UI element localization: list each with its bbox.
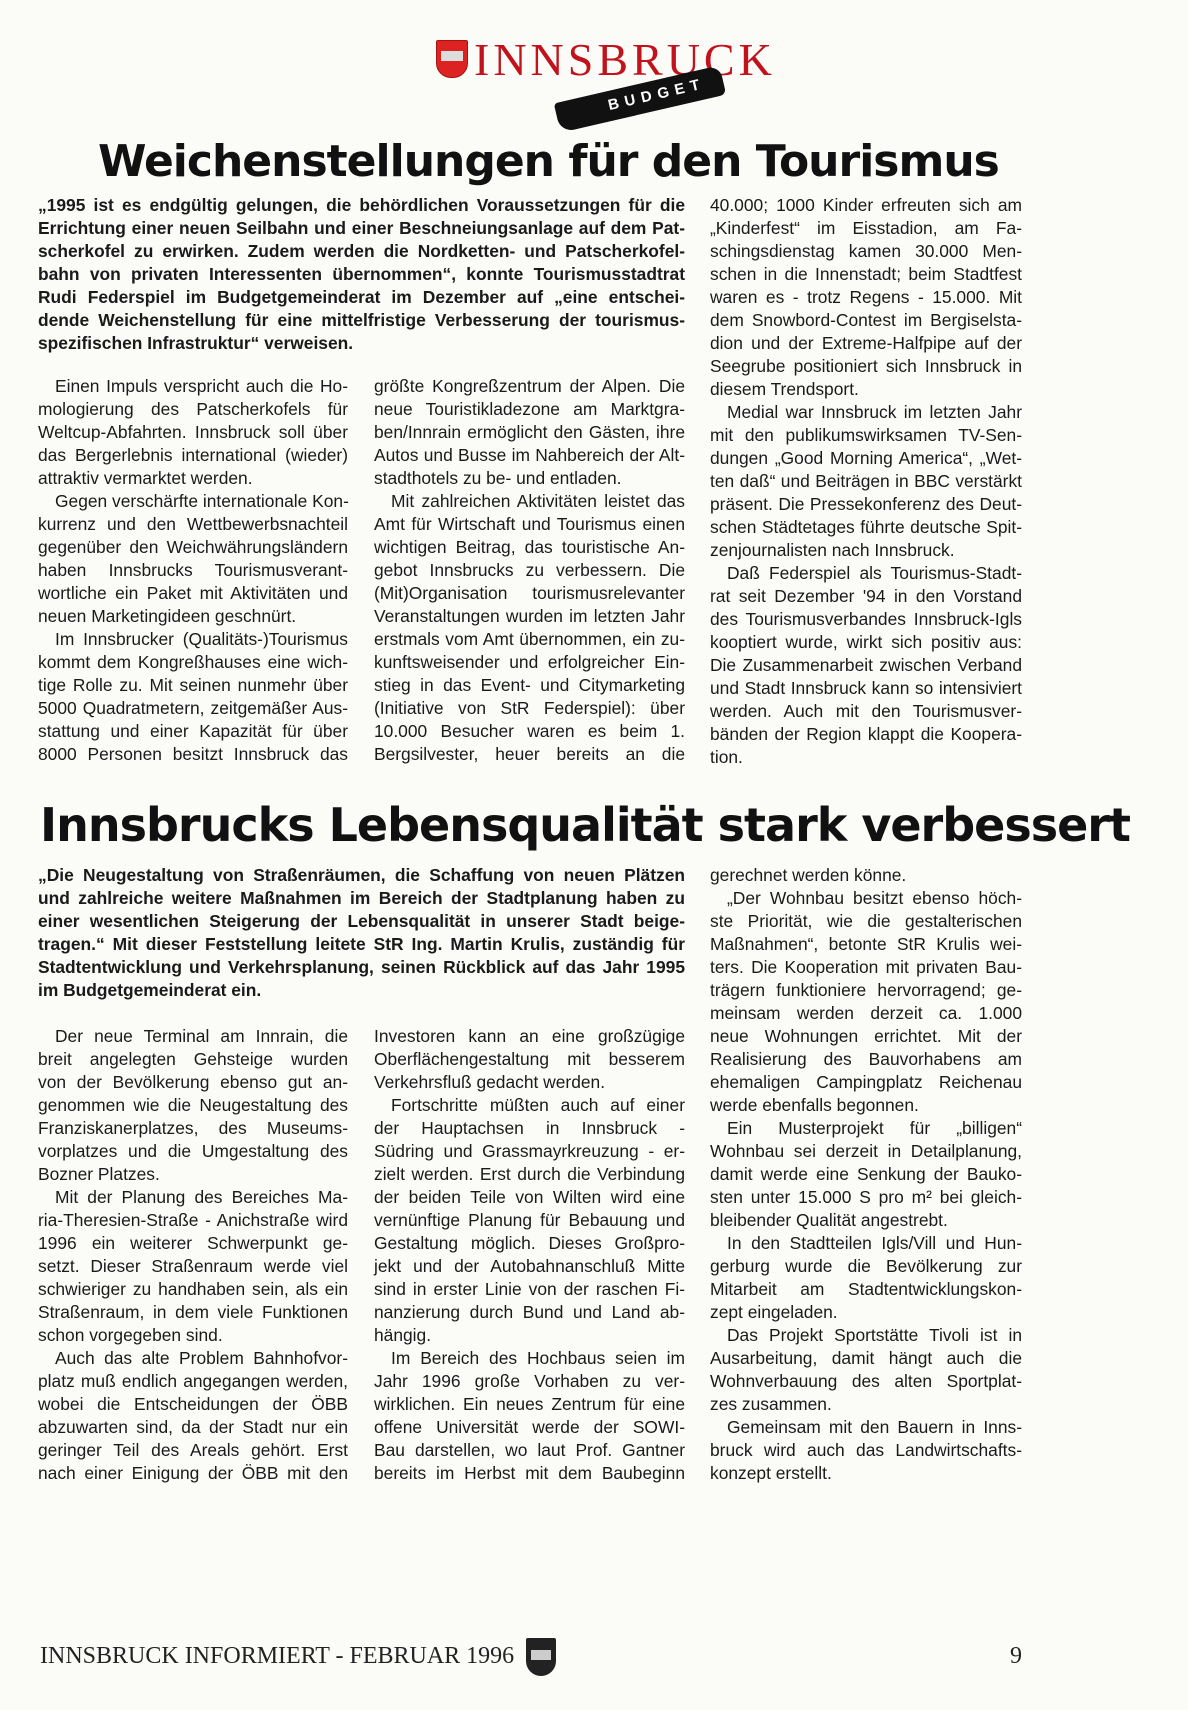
text-line: Der neue Terminal am Innrain, die [55,1026,348,1046]
text-line: Amt für Wirtschaft und Tourismus einen [374,514,685,534]
text-line: Mitarbeit am Stadtentwicklungskon- [710,1279,1022,1299]
text-line: (Initiative von StR Federspiel): über [374,698,685,718]
text-line: schen Städtetages führte deutsche Spit- [710,517,1022,537]
article1-column-2 [374,375,685,766]
text-line: Jahr 1996 große Vorhaben zu ver- [374,1371,685,1391]
text-line: gebot Innsbrucks zu verbessern. Die [374,560,685,580]
text-line: setzt. Dieser Straßenraum werde viel [38,1256,348,1276]
text-line: Rudi Federspiel im Budgetgemeinderat im Dezember auf „eine entschei- [38,287,685,307]
text-line: Fortschritte müßten auch auf einer [391,1095,685,1115]
text-line: stadthotels zu be- und entladen. [374,468,622,488]
text-line: stattung und einer Kapazität für über [38,721,348,741]
text-line: Bergsilvester, heuer bereits an die [374,744,685,764]
paragraph [710,887,1022,1117]
page-number: 9 [1010,1643,1022,1669]
text-line: mologierung des Patscherkofels für [38,399,348,419]
text-line: ste Priorität, wie die gestalterischen [710,911,1022,931]
text-line: schwieriger zu handhaben sein, als ein [38,1279,348,1299]
text-line: spezifischen Infrastruktur“ verweisen. [38,333,354,353]
text-line: Autos und Busse im Nahbereich der Alt- [374,445,685,465]
text-line: 8000 Personen besitzt Innsbruck das [38,744,348,764]
text-line: kooptiert wurde, wirkt sich positiv aus: [710,632,1022,652]
text-line: Die Zusammenarbeit zwischen Verband [710,655,1022,675]
text-line: werde ebenfalls begonnen. [710,1095,919,1115]
paragraph [710,1117,1022,1232]
text-line: der beiden Teile von Wilten wird eine [374,1187,685,1207]
footer-publication: INNSBRUCK INFORMIERT - FEBRUAR 1996 [40,1643,515,1669]
text-line: Ein Musterprojekt für „billigen“ [727,1118,1022,1138]
text-line: konzept erstellt. [710,1463,832,1483]
text-line: ehemaligen Campingplatz Reichenau [710,1072,1022,1092]
text-line: jekt und der Autobahnanschluß Mitte [374,1256,685,1276]
paragraph [374,1025,685,1094]
text-line: zielt werden. Erst durch die Verbindung [374,1164,685,1184]
text-line: neue Wohnungen errichtet. Mit der [710,1026,1022,1046]
text-line: Investoren kann an eine großzügige [374,1026,685,1046]
text-line: offene Universität werde der SOWI- [374,1417,685,1437]
masthead [430,34,776,115]
article1-headline: Weichenstellungen für den Tourismus [98,136,999,187]
masthead-title: INNSBRUCK [474,34,776,85]
text-line: sten unter 15.000 S pro m² bei gleich- [710,1187,1022,1207]
text-line: (Mit)Organisation tourismusrelevanter [374,583,685,603]
paragraph [710,401,1022,562]
text-line: 40.000; 1000 Kinder erfreuten sich am [710,195,1022,215]
text-line: „1995 ist es endgültig gelungen, die behördlichen Voraussetzungen für die [38,195,685,215]
text-line: wirklichen. Ein neues Zentrum für eine [374,1394,685,1414]
text-line: Medial war Innsbruck im letzten Jahr [727,402,1022,422]
text-line: schen in die Innenstadt; beim Stadtfest [710,264,1022,284]
paragraph [38,490,348,628]
text-line: zept eingeladen. [710,1302,838,1322]
text-line: diesem Trendsport. [710,379,859,399]
text-line: Seegrube positioniert sich Innsbruck in [710,356,1022,376]
text-line: Maßnahmen“, betonte StR Krulis wei- [710,934,1022,954]
article2-column-1 [38,1025,348,1485]
text-line: Bozner Platzes. [38,1164,160,1184]
paragraph [38,1186,348,1347]
paragraph [374,1094,685,1347]
text-line: Wohnverbauung des alten Sportplat- [710,1371,1022,1391]
text-line: zenjournalisten nach Innsbruck. [710,540,955,560]
paragraph [710,1232,1022,1324]
text-line: bereits im Herbst mit dem Baubeginn [374,1463,685,1483]
text-line: „Kinderfest“ im Eisstadion, am Fa- [710,218,1022,238]
text-line: ters. Die Kooperation mit privaten Bau- [710,957,1022,977]
text-line: schon vorgegeben sind. [38,1325,223,1345]
text-line: 1996 ein weiterer Schwerpunkt ge- [38,1233,348,1253]
article2-column-2 [374,1025,685,1485]
text-line: tige Rolle zu. Mit seinen nunmehr über [38,675,348,695]
text-line: Bau darstellen, wo laut Prof. Gantner [374,1440,685,1460]
text-line: von der Bevölkerung ebenso gut an- [38,1072,348,1092]
text-line: neuen Marketingideen geschnürt. [38,606,297,626]
text-line: genommen wie die Neugestaltung des [38,1095,348,1115]
text-line: Mit zahlreichen Aktivitäten leistet das [391,491,685,511]
paragraph [710,1416,1022,1485]
paragraph [38,1347,348,1485]
text-line: breit angelegten Gehsteige wurden [38,1049,348,1069]
text-line: Mit der Planung des Bereiches Ma- [55,1187,348,1207]
text-line: einer wesentlichen Steigerung der Lebensqualität in unserer Stadt beige- [38,911,685,931]
text-line: scherkofel zu erwirken. Zudem werden die Nordketten- und Patscherkofel- [38,241,685,261]
text-line: wichtigen Beitrag, das touristische An- [374,537,685,557]
text-line: Im Innsbrucker (Qualitäts-)Tourismus [55,629,348,649]
text-line: Verkehrsfluß gedacht werden. [374,1072,606,1092]
text-line: dende Weichenstellung für eine mittelfristige Verbesserung der tourismus- [38,310,685,330]
text-line: nach einer Einigung der ÖBB mit den [38,1463,348,1483]
article2-column-3 [710,864,1022,1485]
text-line: Gemeinsam mit den Bauern in Inns- [727,1417,1022,1437]
text-line: damit werde eine Senkung der Bauko- [710,1164,1022,1184]
text-line: „Der Wohnbau besitzt ebenso höch- [727,888,1022,908]
text-line: platz muß endlich angegangen werden, [38,1371,348,1391]
innsbruck-crest-icon [436,40,468,78]
article1-lead [38,194,685,355]
text-line: erstmals vom Amt übernommen, ein zu- [374,629,685,649]
text-line: kommt dem Kongreßhauses eine wich- [38,652,348,672]
text-line: abzuwarten sind, da der Stadt nur ein [38,1417,348,1437]
text-line: Ausarbeitung, damit hängt auch die [710,1348,1022,1368]
text-line: sind in erster Linie von der raschen Fi- [374,1279,685,1299]
budget-tag: BUDGET [554,65,726,132]
article1-column-1 [38,375,348,766]
text-line: Wohnbau sei derzeit in Detailplanung, [710,1141,1022,1161]
text-line: bahn von privaten Interessenten übernommen“, konnte Tourismusstadtrat [38,264,685,284]
text-line: In den Stadtteilen Igls/Vill und Hun- [727,1233,1022,1253]
text-line: gerechnet werden könne. [710,865,907,885]
text-line: mit den publikumswirksamen TV-Sen- [710,425,1022,445]
text-line: Veranstaltungen wurden im letzten Jahr [374,606,685,626]
paragraph [374,490,685,766]
paragraph [710,864,1022,887]
text-line: des Tourismusverbandes Innsbruck-Igls [710,609,1022,629]
text-line: meinsam werden derzeit ca. 1.000 [710,1003,1022,1023]
text-line: Südring und Grassmayrkreuzung - er- [374,1141,685,1161]
text-line: wobei die Entscheidungen der ÖBB [38,1394,348,1414]
text-line: Einen Impuls verspricht auch die Ho- [55,376,348,396]
text-line: schingsdienstag kamen 30.000 Men- [710,241,1022,261]
text-line: vernünftige Planung für Bebauung und [374,1210,685,1230]
text-line: Im Bereich des Hochbaus seien im [391,1348,685,1368]
text-line: rat seit Dezember '94 in den Vorstand [710,586,1022,606]
text-line: Daß Federspiel als Tourismus-Stadt- [727,563,1022,583]
text-line: Straßenraum, in dem viele Funktionen [38,1302,348,1322]
text-line: dion und der Extreme-Halfpipe auf der [710,333,1022,353]
text-line: hängig. [374,1325,432,1345]
text-line: bleibender Qualität angestrebt. [710,1210,948,1230]
text-line: bruck wird auch das Landwirtschafts- [710,1440,1022,1460]
text-line: 10.000 Besucher waren es beim 1. [374,721,685,741]
paragraph [38,628,348,766]
text-line: bänden der Region klappt die Koopera- [710,724,1022,744]
text-line: dem Snowbord-Contest im Bergiselsta- [710,310,1022,330]
text-line: geringer Teil des Areals gehört. Erst [38,1440,348,1460]
text-line: Auch das alte Problem Bahnhofvor- [55,1348,348,1368]
text-line: kunftsweisender und erfolgreicher Ein- [374,652,685,672]
text-line: nanzierung durch Bund und Land ab- [374,1302,685,1322]
text-line: gerburg wurde die Bevölkerung zur [710,1256,1022,1276]
text-line: wortliche ein Paket mit Aktivitäten und [38,583,348,603]
text-line: trägern funktioniere hervorragend; ge- [710,980,1022,1000]
text-line: zes zusammen. [710,1394,832,1414]
paragraph [710,562,1022,769]
paragraph [374,1347,685,1485]
text-line: kurrenz und den Wettbewerbsnachteil [38,514,348,534]
text-line: größte Kongreßzentrum der Alpen. Die [374,376,685,396]
text-line: Weltcup-Abfahrten. Innsbruck soll über [38,422,348,442]
text-line: stieg in das Event- und Citymarketing [374,675,685,695]
text-line: Stadtentwicklung und Verkehrsplanung, seinen Rückblick auf das Jahr 1995 [38,957,685,977]
paragraph [710,1324,1022,1416]
text-line: Realisierung des Bauvorhabens am [710,1049,1022,1069]
footer-crest-icon [526,1638,556,1676]
text-line: ten daß“ und Beiträgen in BBC verstärkt [710,471,1022,491]
article2-lead [38,864,685,1002]
text-line: und zahlreiche weitere Maßnahmen im Bereich der Stadtplanung haben zu [38,888,685,908]
article1-column-3 [710,194,1022,769]
text-line: das Bergerlebnis international (wieder) [38,445,348,465]
text-line: 5000 Quadratmetern, zeitgemäßer Aus- [38,698,348,718]
text-line: ben/Innrain ermöglicht den Gästen, ihre [374,422,685,442]
text-line: präsent. Die Pressekonferenz des Deut- [710,494,1022,514]
text-line: haben Innsbrucks Tourismusverant- [38,560,348,580]
text-line: gegenüber den Weichwährungsländern [38,537,348,557]
text-line: Oberflächengestaltung mit besserem [374,1049,685,1069]
text-line: ria-Theresien-Straße - Anichstraße wird [38,1210,348,1230]
text-line: tragen.“ Mit dieser Feststellung leitete StR Ing. Martin Krulis, zuständig für [38,934,685,954]
article2-headline: Innsbrucks Lebensqualität stark verbessert [40,798,1130,852]
text-line: der Hauptachsen in Innsbruck - [374,1118,685,1138]
text-line: und Stadt Innsbruck kann so intensiviert [710,678,1022,698]
text-line: waren es - trotz Regens - 15.000. Mit [710,287,1022,307]
text-line: neue Touristikladezone am Marktgra- [374,399,685,419]
text-line: im Budgetgemeinderat ein. [38,980,262,1000]
text-line: Das Projekt Sportstätte Tivoli ist in [727,1325,1022,1345]
paragraph [38,375,348,490]
text-line: Franziskanerplatzes, des Museums- [38,1118,348,1138]
text-line: werden. Auch mit den Tourismusver- [710,701,1022,721]
paragraph [710,194,1022,401]
text-line: Gestaltung möglich. Dieses Großpro- [374,1233,685,1253]
text-line: Gegen verschärfte internationale Kon- [55,491,349,511]
text-line: Errichtung einer neuen Seilbahn und einer Beschneiungsanlage auf dem Pat- [38,218,685,238]
text-line: dungen „Good Morning America“, „Wet- [710,448,1022,468]
text-line: attraktiv vermarktet werden. [38,468,253,488]
text-line: tion. [710,747,743,767]
text-line: „Die Neugestaltung von Straßenräumen, die Schaffung von neuen Plätzen [38,865,685,885]
paragraph [38,1025,348,1186]
text-line: vorplatzes und die Umgestaltung des [38,1141,348,1161]
paragraph [374,375,685,490]
